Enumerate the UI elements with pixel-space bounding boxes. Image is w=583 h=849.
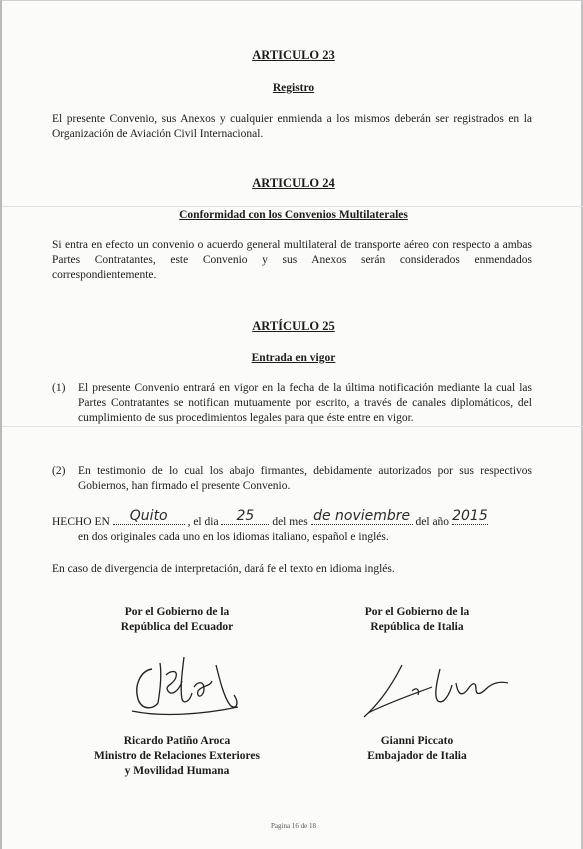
article-24-text: Si entra en efecto un convenio o acuerdo general multilateral de transporte aéreo con respecto a ambas Partes Contratantes, este Convenio y sus Anexos serán considerados enmendados correspondientemente. [52, 239, 532, 281]
signatory-name: Gianni Piccato [380, 735, 454, 747]
scan-artifact [2, 426, 583, 427]
handwritten-day: 25 [236, 508, 255, 524]
article-25-item-1 [52, 381, 532, 426]
signing-place-date-line [52, 508, 552, 528]
signatory-name: Ricardo Patiño Aroca [123, 735, 231, 747]
signatory-left-identity [47, 734, 307, 779]
article-24-heading: ARTICULO 24 [252, 176, 335, 190]
signatory-title: y Movilidad Humana [124, 765, 230, 777]
day-field [221, 508, 269, 525]
article-23-subheading: Registro [272, 82, 315, 94]
article-25-subheading: Entrada en vigor [251, 352, 336, 364]
place-field [113, 508, 185, 525]
item-number: (1) [52, 382, 66, 394]
handwritten-month: de noviembre [313, 508, 411, 524]
article-23-heading: ARTICULO 23 [252, 48, 335, 62]
item-text: El presente Convenio entrará en vigor en la fecha de la última notificación mediante la cual las Partes Contratantes se notifican mutuamente por escrito, a través de canales diplomáticos, del cumplimiento de sus procedimientos legales para que éste entre en vigor. [78, 382, 532, 424]
item-text: En testimonio de lo cual los abajo firmantes, debidamente autorizados por sus respectivos Gobiernos, han firmado el presente Convenio. [78, 465, 532, 492]
divergence-clause: En caso de divergencia de interpretación, dará fe el texto en idioma inglés. [52, 563, 395, 575]
ano-label: del año [415, 516, 450, 528]
year-field [452, 508, 488, 525]
mes-label: del mes [272, 516, 308, 528]
signatory-right-government [287, 605, 547, 635]
handwritten-place: Quito [129, 508, 168, 524]
article-23-text: El presente Convenio, sus Anexos y cualquier enmienda a los mismos deberán ser registrados en la Organización de Aviación Civil Internacional. [52, 113, 532, 140]
month-field [311, 508, 413, 525]
signature-left [120, 641, 260, 721]
gov-line: República del Ecuador [120, 621, 234, 633]
gov-line: República de Italia [370, 621, 464, 633]
page-number: Pagina 16 de 18 [271, 822, 316, 830]
signatory-left-government [47, 605, 307, 635]
signature-right [352, 651, 522, 726]
gov-line: Por el Gobierno de la [364, 606, 470, 618]
hecho-en-label: HECHO EN [52, 516, 110, 528]
originals-note: en dos originales cada uno en los idiomas italiano, español e inglés. [78, 531, 389, 543]
signatory-title: Embajador de Italia [367, 750, 467, 762]
scan-artifact [2, 206, 583, 207]
handwritten-year: 2015 [452, 508, 488, 524]
gov-line: Por el Gobierno de la [124, 606, 230, 618]
dia-label: , el dia [187, 516, 219, 528]
article-25-heading: ARTÍCULO 25 [252, 319, 335, 333]
signatory-title: Ministro de Relaciones Exteriores [94, 750, 260, 762]
article-24-subheading: Conformidad con los Convenios Multilaterales [179, 209, 408, 221]
item-number: (2) [52, 465, 66, 477]
article-25-item-2 [52, 464, 532, 494]
signatory-right-identity [287, 734, 547, 764]
